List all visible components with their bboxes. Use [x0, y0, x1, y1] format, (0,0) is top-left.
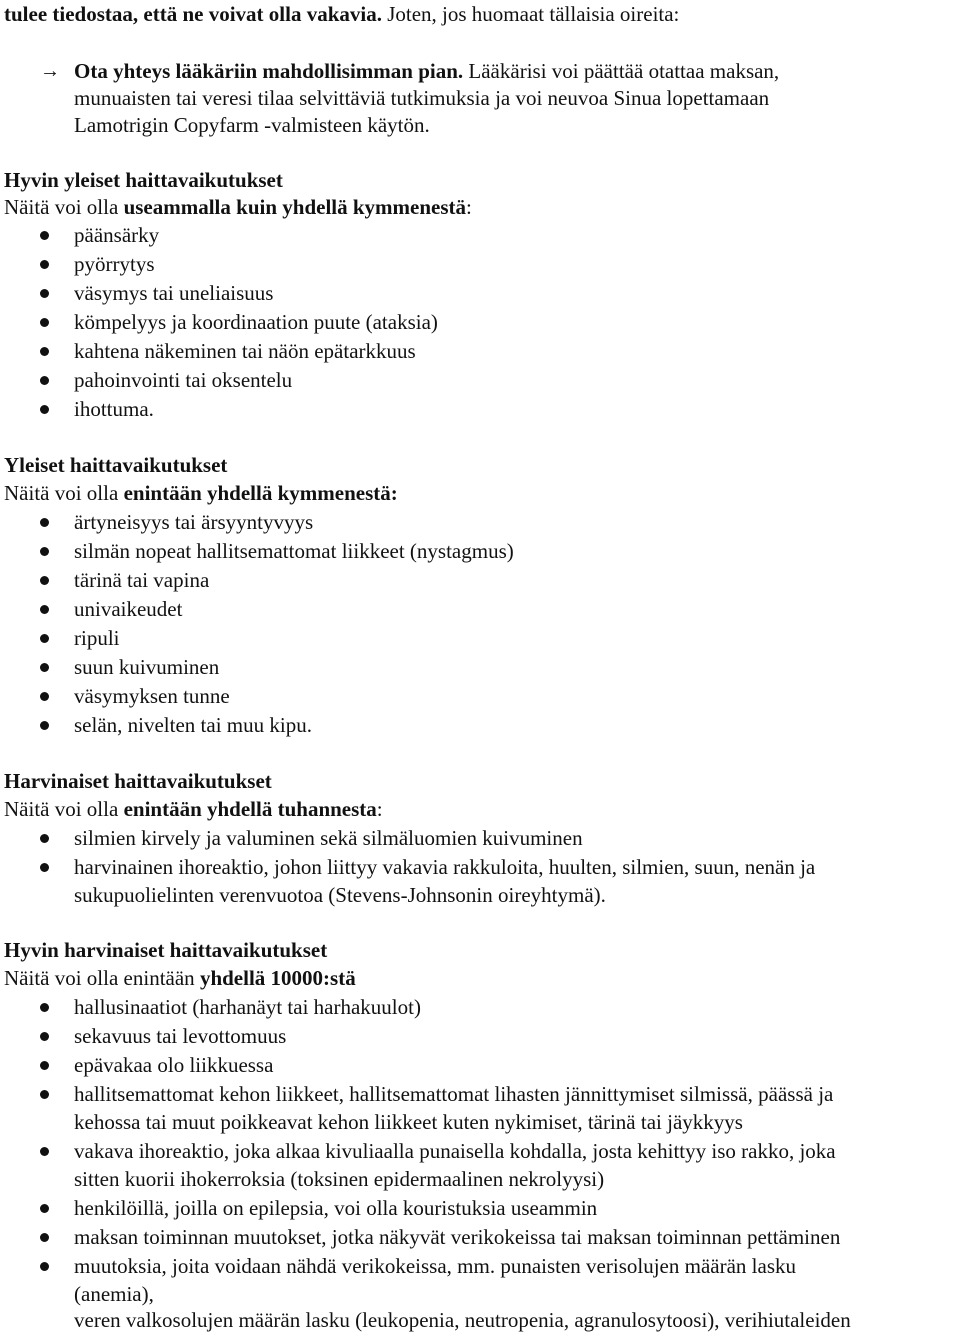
arrow-right-icon: →	[40, 60, 60, 82]
list-item: silmän nopeat hallitsemattomat liikkeet (nystagmus)	[74, 539, 514, 563]
bullet-icon	[40, 663, 49, 672]
section-lead: Näitä voi olla enintään yhdellä tuhannesta:	[4, 797, 383, 821]
list-item: kömpelyys ja koordinaation puute (ataksia)	[74, 310, 438, 334]
bullet-icon	[40, 347, 49, 356]
list-item: selän, nivelten tai muu kipu.	[74, 713, 312, 737]
arrow-item-line-3: Lamotrigin Copyfarm -valmisteen käytön.	[74, 113, 430, 137]
list-item: hallusinaatiot (harhanäyt tai harhakuulot)	[74, 995, 421, 1019]
bullet-icon	[40, 834, 49, 843]
list-item-continuation: sitten kuorii ihokerroksia (toksinen epidermaalinen nekrolyysi)	[74, 1167, 605, 1191]
bullet-icon	[40, 1262, 49, 1271]
bullet-icon	[40, 231, 49, 240]
bullet-icon	[40, 318, 49, 327]
bullet-icon	[40, 692, 49, 701]
section-lead: Näitä voi olla enintään yhdellä 10000:stä	[4, 966, 356, 990]
section-lead: Näitä voi olla useammalla kuin yhdellä kymmenestä:	[4, 195, 472, 219]
bullet-icon	[40, 1090, 49, 1099]
arrow-item-line-1: Ota yhteys lääkäriin mahdollisimman pian. Lääkärisi voi päättää otattaa maksan,	[74, 59, 780, 83]
bullet-icon	[40, 289, 49, 298]
list-item: ihottuma.	[74, 397, 154, 421]
list-item: pyörrytys	[74, 252, 155, 276]
list-item: suun kuivuminen	[74, 655, 220, 679]
bullet-icon	[40, 863, 49, 872]
section-heading: Yleiset haittavaikutukset	[4, 453, 228, 477]
bullet-icon	[40, 1003, 49, 1012]
arrow-item-line-2: munuaisten tai veresi tilaa selvittäviä tutkimuksia ja voi neuvoa Sinua lopettamaan	[74, 86, 770, 110]
list-item: ärtyneisyys tai ärsyyntyvyys	[74, 510, 314, 534]
bullet-icon	[40, 1233, 49, 1242]
list-item: väsymys tai uneliaisuus	[74, 281, 274, 305]
list-item: muutoksia, joita voidaan nähdä verikokeissa, mm. punaisten verisolujen määrän lasku	[74, 1254, 796, 1278]
list-item: silmien kirvely ja valuminen sekä silmäluomien kuivuminen	[74, 826, 583, 850]
section-heading: Harvinaiset haittavaikutukset	[4, 769, 272, 793]
bullet-icon	[40, 405, 49, 414]
list-item: päänsärky	[74, 223, 160, 247]
list-item: epävakaa olo liikkuessa	[74, 1053, 274, 1077]
section-heading: Hyvin harvinaiset haittavaikutukset	[4, 938, 328, 962]
bullet-icon	[40, 1204, 49, 1213]
section-heading: Hyvin yleiset haittavaikutukset	[4, 168, 283, 192]
list-item: harvinainen ihoreaktio, johon liittyy vakavia rakkuloita, huulten, silmien, suun, nenän ja	[74, 855, 816, 879]
intro-line: tulee tiedostaa, että ne voivat olla vakavia. Joten, jos huomaat tällaisia oireita:	[4, 2, 680, 26]
list-item: väsymyksen tunne	[74, 684, 230, 708]
list-item-continuation: kehossa tai muut poikkeavat kehon liikkeet kuten nykimiset, tärinä tai jäykkyys	[74, 1110, 743, 1134]
list-item-continuation: (anemia),	[74, 1282, 154, 1306]
bullet-icon	[40, 1147, 49, 1156]
list-item-continuation: veren valkosolujen määrän lasku (leukopenia, neutropenia, agranulosytoosi), verihiutaleiden	[74, 1308, 851, 1332]
list-item: kahtena näkeminen tai näön epätarkkuus	[74, 339, 416, 363]
list-item: ripuli	[74, 626, 120, 650]
bullet-icon	[40, 518, 49, 527]
bullet-icon	[40, 376, 49, 385]
list-item: univaikeudet	[74, 597, 183, 621]
bullet-icon	[40, 547, 49, 556]
list-item: hallitsemattomat kehon liikkeet, hallitsemattomat lihasten jännittymiset silmissä, päässä ja	[74, 1082, 834, 1106]
list-item: henkilöillä, joilla on epilepsia, voi olla kouristuksia useammin	[74, 1196, 598, 1220]
bullet-icon	[40, 260, 49, 269]
list-item: tärinä tai vapina	[74, 568, 210, 592]
bullet-icon	[40, 1032, 49, 1041]
bullet-icon	[40, 721, 49, 730]
list-item: vakava ihoreaktio, joka alkaa kivuliaalla punaisella kohdalla, josta kehittyy iso rakko, joka	[74, 1139, 836, 1163]
bullet-icon	[40, 605, 49, 614]
bullet-icon	[40, 634, 49, 643]
bullet-icon	[40, 576, 49, 585]
list-item: sekavuus tai levottomuus	[74, 1024, 287, 1048]
section-lead: Näitä voi olla enintään yhdellä kymmenestä:	[4, 481, 398, 505]
list-item: pahoinvointi tai oksentelu	[74, 368, 293, 392]
bullet-icon	[40, 1061, 49, 1070]
list-item: maksan toiminnan muutokset, jotka näkyvät verikokeissa tai maksan toiminnan pettäminen	[74, 1225, 841, 1249]
list-item-continuation: sukupuolielinten verenvuotoa (Stevens-Johnsonin oireyhtymä).	[74, 883, 606, 907]
